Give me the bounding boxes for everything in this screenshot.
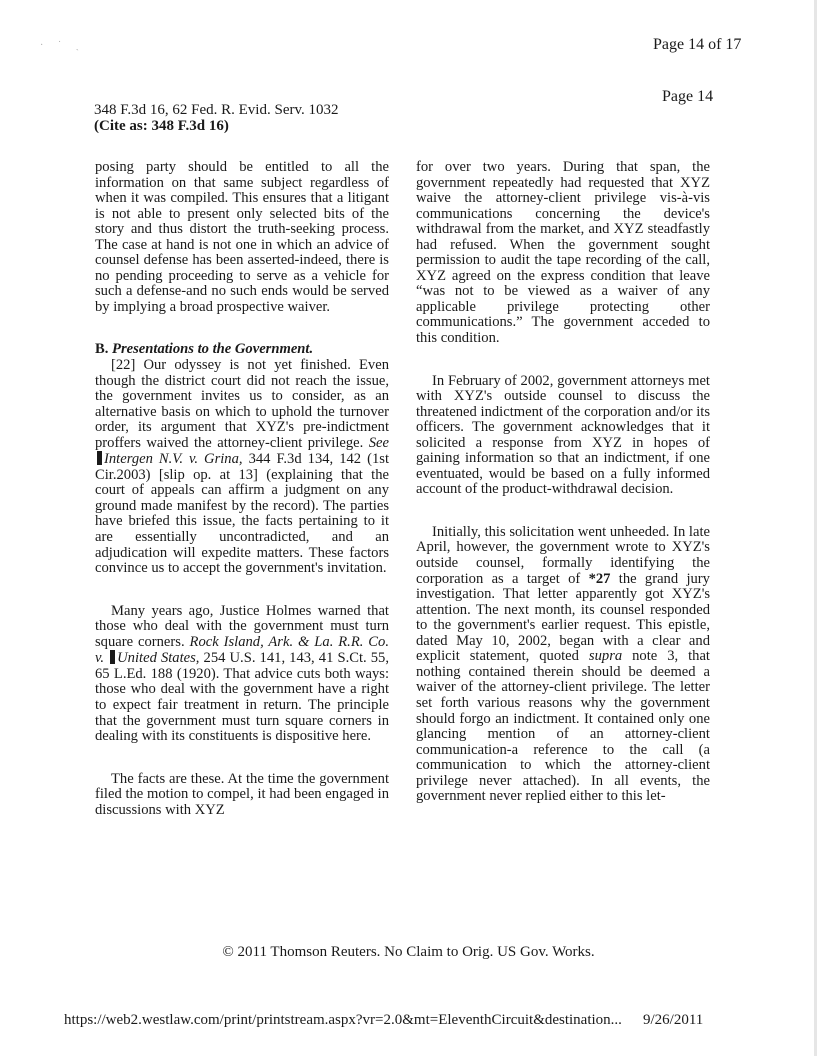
case-link[interactable]: United States, xyxy=(117,650,200,667)
citation-header xyxy=(94,102,339,134)
paragraph: for over two years. During that span, the government repeatedly had requested that XYZ waive the attorney-client privilege vis-à-vis communications concerning the device's withdrawal from the market, and XYZ steadfastly had refused. When the government sought permission to audit the tape recording of the call, XYZ agreed on the express condition that leave “was not to be viewed as a waiver of any applicable privilege protecting other communications.” The government acceded to this condition. xyxy=(416,159,710,347)
paragraph: Initially, this solicitation went unheeded. In late April, however, the government wrote to XYZ's outside counsel, formally identifying the corporation as a target of *27 the grand jury investigation. That letter apparently got XYZ's attention. The next month, its counsel responded to the government's earlier request. This epistle, dated May 10, 2002, began with a clear and explicit statement, quoted supra note 3, that nothing contained therein should be deemed a waiver of the attorney-client privilege. The letter set forth various reasons why the government should forgo an indictment. It contained only one glancing mention of an attorney-client communication-a reference to the call (a communication to which the attorney-client privilege never attached). In all events, the government never replied either to this let- xyxy=(416,523,710,805)
paragraph: Many years ago, Justice Holmes warned that those who deal with the government must turn square corners. Rock Island, Ark. & La. R.R. Co. v. United States, 254 U.S. 141, 143, 41 S.Ct. 55, 65 L.Ed. 188 (1920). That advice cuts both ways: those who deal with the government have a right to expect fair treatment in return. The principle that the government must turn square corners in dealing with its constituents is dispositive here. xyxy=(95,602,389,745)
paragraph: The facts are these. At the time the government filed the motion to compel, it had been engaged in discussions with XYZ xyxy=(95,770,389,818)
cite-as: (Cite as: 348 F.3d 16) xyxy=(94,118,229,134)
section-heading: B. Presentations to the Government. xyxy=(95,341,314,358)
case-link[interactable]: Intergen N.V. v. Grina, xyxy=(104,451,243,468)
keycite-flag-icon[interactable] xyxy=(97,451,102,465)
paragraph: posing party should be entitled to all the information on that same subject regardless of when it was compiled. This ensures that a litigant is not able to present only selected bits of the story and thus distort the truth-seeking process. The case at hand is not one in which an advice of counsel defense has been asserted-indeed, there is no pending proceeding to serve as a vehicle for such a defense-and no such ends would be served by implying a broad prospective waiver. xyxy=(95,159,389,315)
copyright-notice: © 2011 Thomson Reuters. No Claim to Orig. US Gov. Works. xyxy=(222,944,595,960)
keycite-flag-icon[interactable] xyxy=(110,650,115,664)
page-count: Page 14 of 17 xyxy=(653,36,742,53)
case-link[interactable]: Rock Island, Ark. & La. R.R. Co. v. xyxy=(95,633,389,667)
right-column xyxy=(416,160,710,820)
citation-reporter: 348 F.3d 16, 62 Fed. R. Evid. Serv. 1032 xyxy=(94,102,339,118)
left-column xyxy=(95,160,389,833)
page-number: Page 14 xyxy=(662,88,714,105)
scan-specks: · ˙ ˏ xyxy=(40,40,85,51)
print-date: 9/26/2011 xyxy=(643,1012,704,1028)
paragraph: [22] Our odyssey is not yet finished. Even though the district court did not reach the issue, the government invites us to consider, as an alternative basis on which to uphold the turnover order, its argument that XYZ's pre-indictment proffers waived the attorney-client privilege. See Intergen N.V. v. Grina, 344 F.3d 134, 142 (1st Cir.2003) [slip op. at 13] (explaining that the court of appeals can affirm a judgment on any ground made manifest by the record). The parties have briefed this issue, the facts pertaining to it are essentially uncontradicted, and an adjudication will expedite matters. These factors convince us to accept the government's invitation. xyxy=(95,357,389,577)
star-page: *27 xyxy=(588,570,611,587)
paragraph: In February of 2002, government attorneys met with XYZ's outside counsel to discuss the threatened indictment of the corporation and/or its officers. The government acknowledges that it solicited a response from XYZ in hopes of gaining information so that an indictment, if one eventuated, would be based on a fully informed account of the product-withdrawal decision. xyxy=(416,372,710,498)
print-url: https://web2.westlaw.com/print/printstream.aspx?vr=2.0&mt=EleventhCircuit&destination... xyxy=(64,1012,622,1028)
